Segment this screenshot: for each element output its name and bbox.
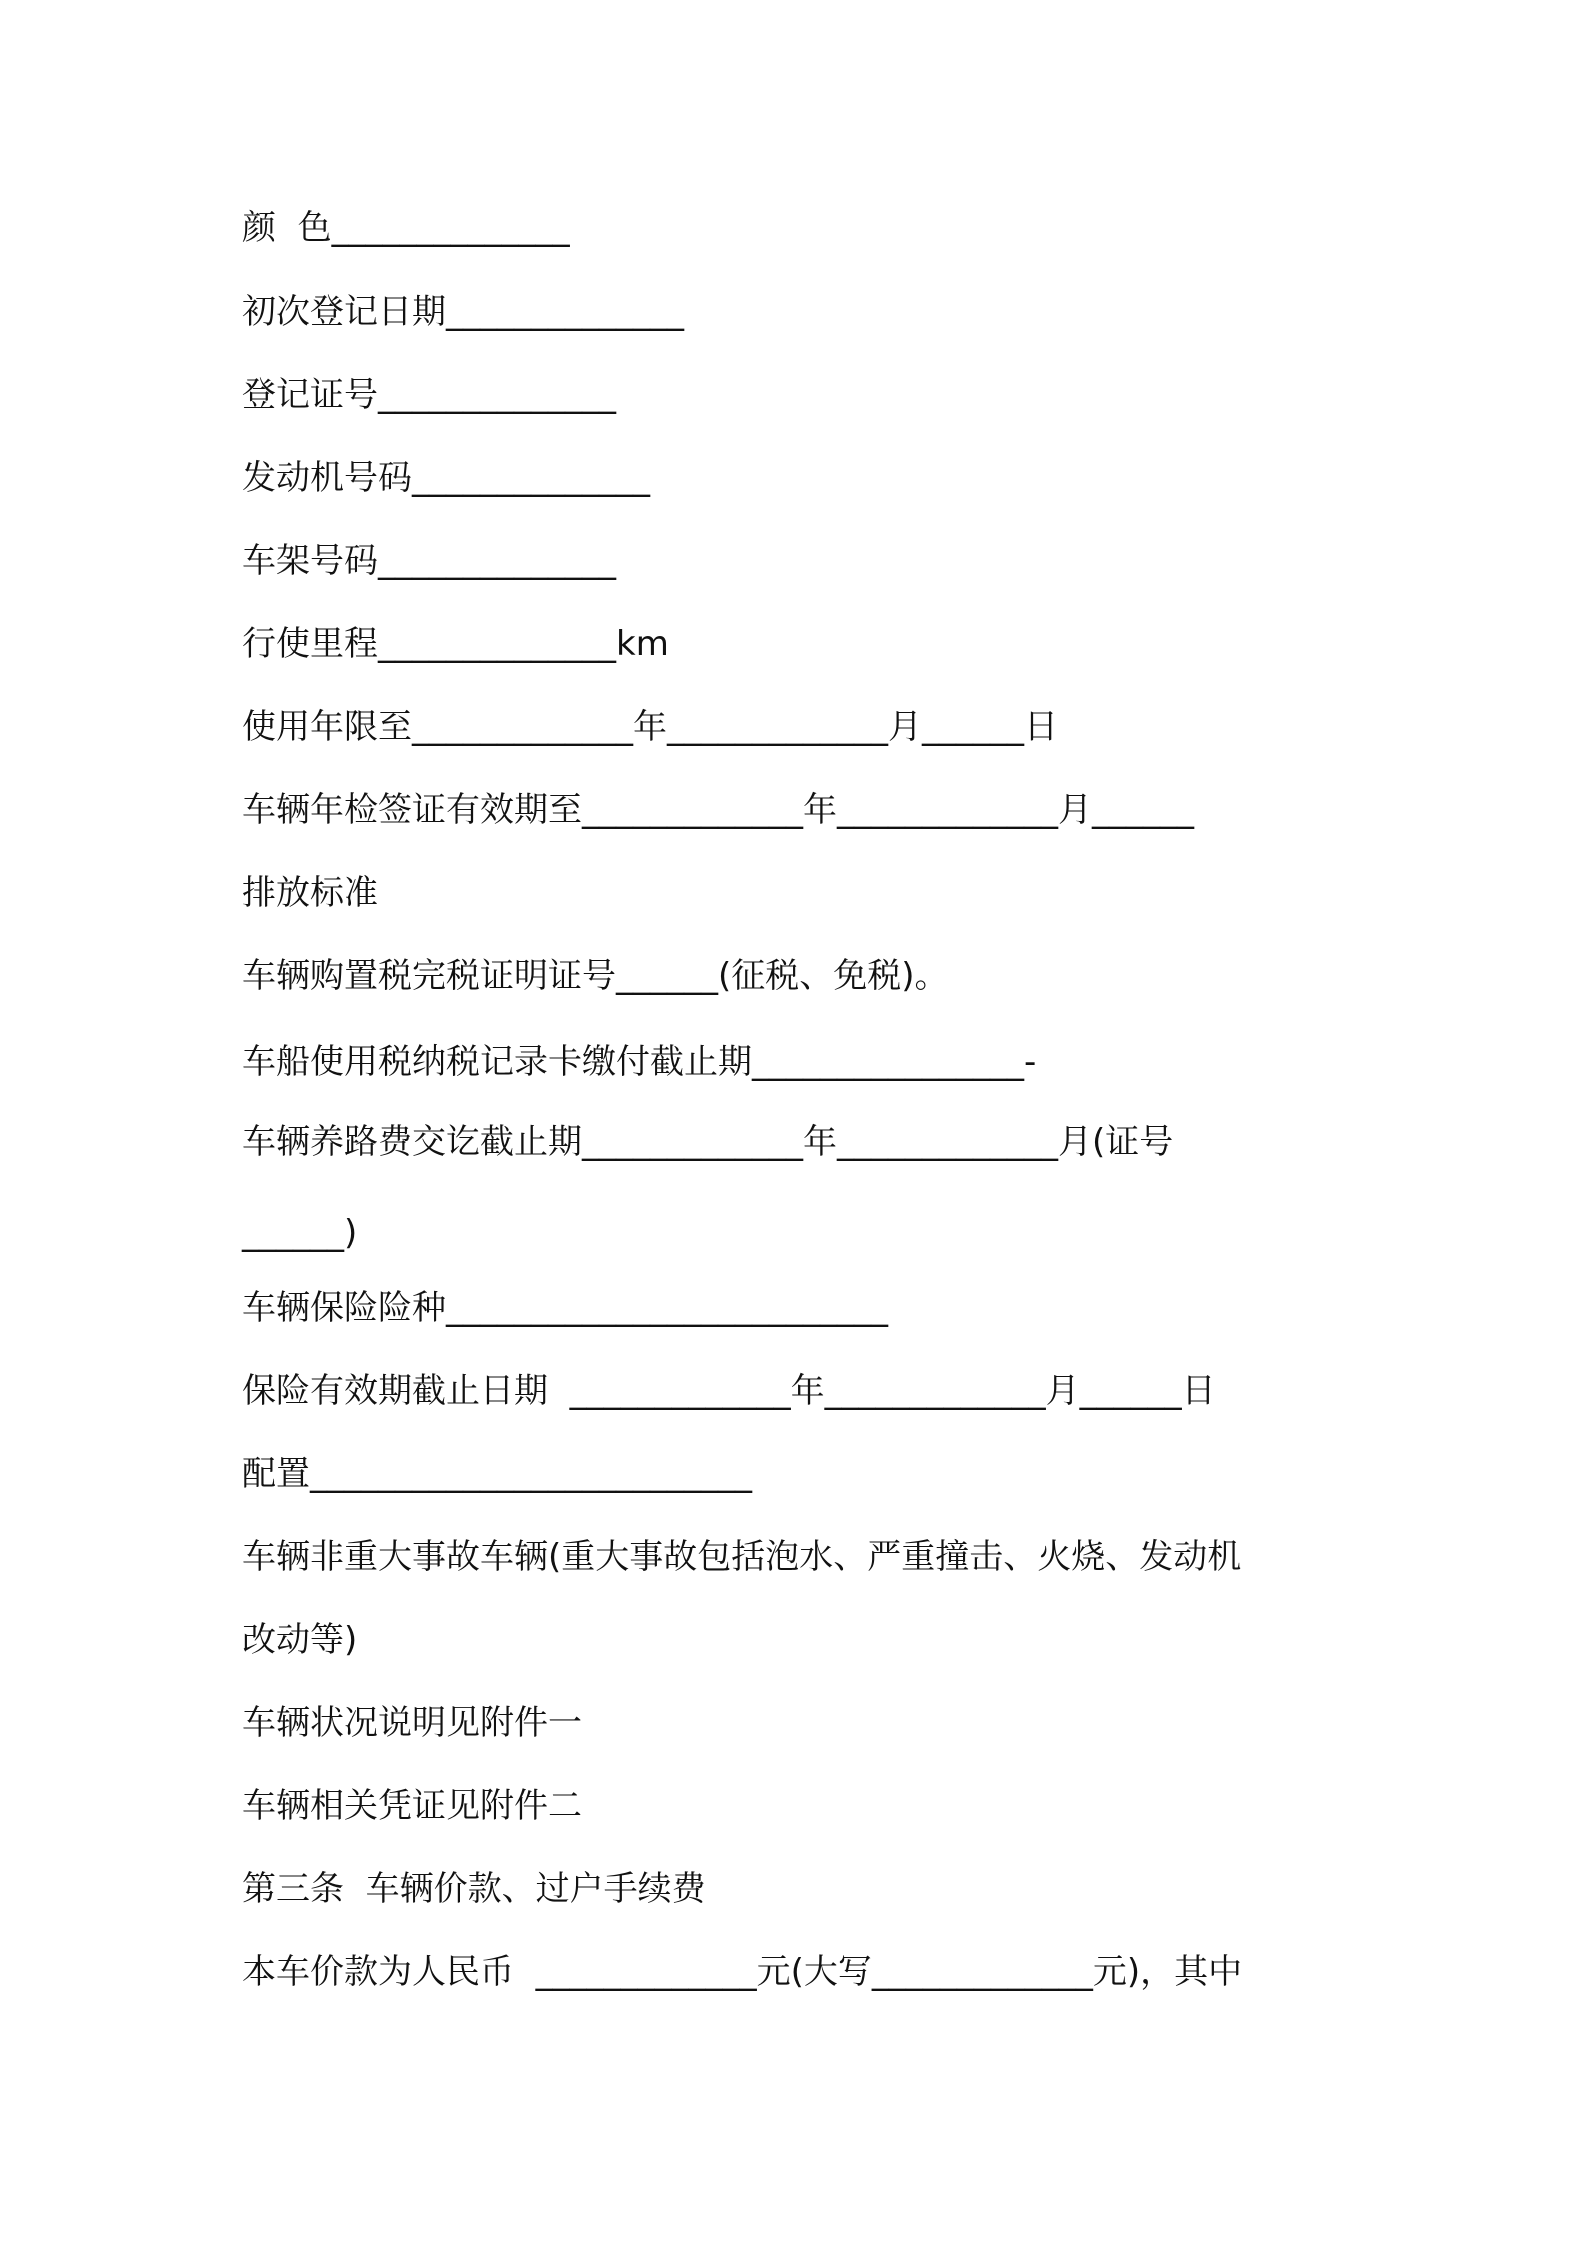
field-purchase-tax: 车辆购置税完税证明证号______(征税、免税)。 bbox=[242, 956, 949, 996]
field-annual-inspection: 车辆年检签证有效期至_____________年_____________月______ bbox=[242, 790, 1194, 830]
field-accident-statement-cont: 改动等) bbox=[242, 1620, 358, 1660]
field-condition-annex: 车辆状况说明见附件一 bbox=[242, 1703, 582, 1743]
field-vehicle-price: 本车价款为人民币 _____________元(大写_____________元)，其中 bbox=[242, 1952, 1243, 1992]
field-accident-statement: 车辆非重大事故车辆(重大事故包括泡水、严重撞击、火烧、发动机 bbox=[242, 1537, 1242, 1577]
field-service-life: 使用年限至_____________年_____________月______日 bbox=[242, 707, 1058, 747]
field-vessel-tax: 车船使用税纳税记录卡缴付截止期________________- bbox=[242, 1042, 1037, 1082]
field-insurance-type: 车辆保险险种__________________________ bbox=[242, 1288, 888, 1328]
article-three-heading: 第三条 车辆价款、过户手续费 bbox=[242, 1869, 706, 1909]
field-first-registration: 初次登记日期______________ bbox=[242, 292, 684, 332]
field-documents-annex: 车辆相关凭证见附件二 bbox=[242, 1786, 582, 1826]
field-frame-number: 车架号码______________ bbox=[242, 541, 616, 581]
field-mileage: 行使里程______________km bbox=[242, 624, 669, 664]
field-color: 颜 色______________ bbox=[242, 208, 570, 248]
field-configuration: 配置__________________________ bbox=[242, 1454, 752, 1494]
field-insurance-expiry: 保险有效期截止日期 _____________年_____________月______日 bbox=[242, 1371, 1216, 1411]
field-emission-standard: 排放标准 bbox=[242, 873, 378, 913]
field-engine-number: 发动机号码______________ bbox=[242, 458, 650, 498]
field-registration-number: 登记证号______________ bbox=[242, 375, 616, 415]
field-road-maintenance-fee: 车辆养路费交讫截止期_____________年_____________月(证号 bbox=[242, 1122, 1174, 1162]
field-certificate-number: ______) bbox=[242, 1213, 358, 1253]
